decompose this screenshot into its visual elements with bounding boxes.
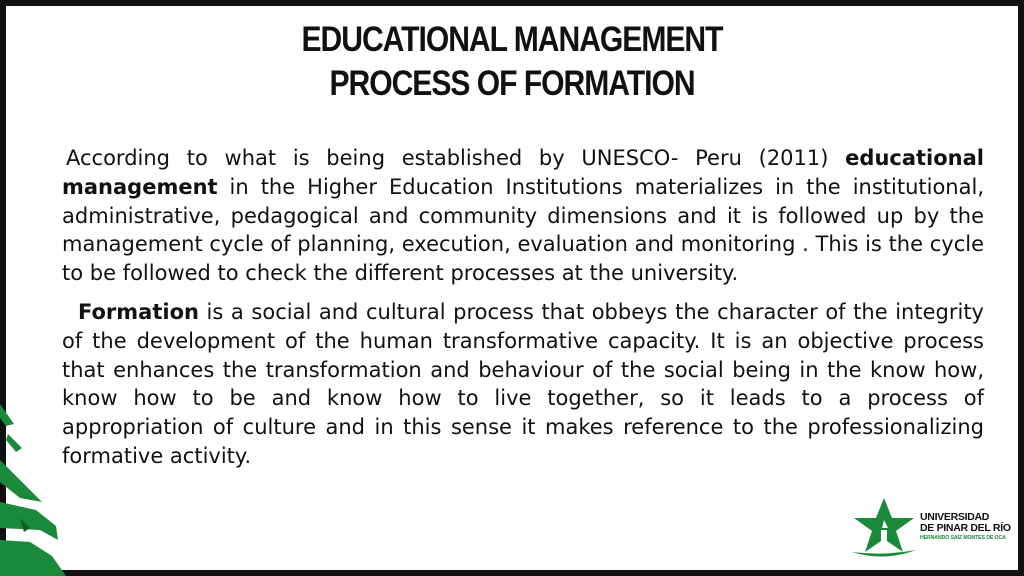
paragraph-educational-management [62, 144, 984, 288]
title-line-2: PROCESS OF FORMATION [329, 64, 695, 103]
university-logo [848, 496, 1011, 562]
paragraph1-text-a: According to what is being established by UNESCO- Peru (2011) [66, 146, 846, 170]
logo-line-2: DE PINAR DEL RÍO [920, 522, 1011, 534]
star-emblem-icon [848, 496, 920, 562]
paragraph-formation [62, 298, 984, 471]
slide-title [72, 18, 953, 106]
logo-line-1: UNIVERSIDAD [920, 511, 990, 523]
logo-line-3: HERNANDO SAÍZ MONTES DE OCA [920, 535, 1006, 541]
paragraph1-text-b: in the Higher Education Institutions materializes in the institutional, administrative, pedagogical and community dimensions and it is followed up by the management cycle of planning, execution, evaluation and monitoring . This is the cycle to be followed to check the different processes at the university. [62, 174, 984, 286]
title-line-1: EDUCATIONAL MANAGEMENT [301, 20, 723, 59]
logo-text [920, 511, 1011, 542]
paragraph1-bold-term: educational management [62, 146, 984, 199]
green-decoration [0, 390, 70, 576]
paragraph2-bold-term: Formation [78, 299, 199, 324]
paragraph2-text: is a social and cultural process that obbeys the character of the integrity of the development of the human transformative capacity. It is an objective process that enhances the transformation and behaviour of the social being in the know how, know how to be and know how to live together, so it leads to a process of appropriation of culture and in this sense it makes reference to the professionalizing formative activity. [62, 299, 984, 468]
slide-body [62, 144, 984, 471]
